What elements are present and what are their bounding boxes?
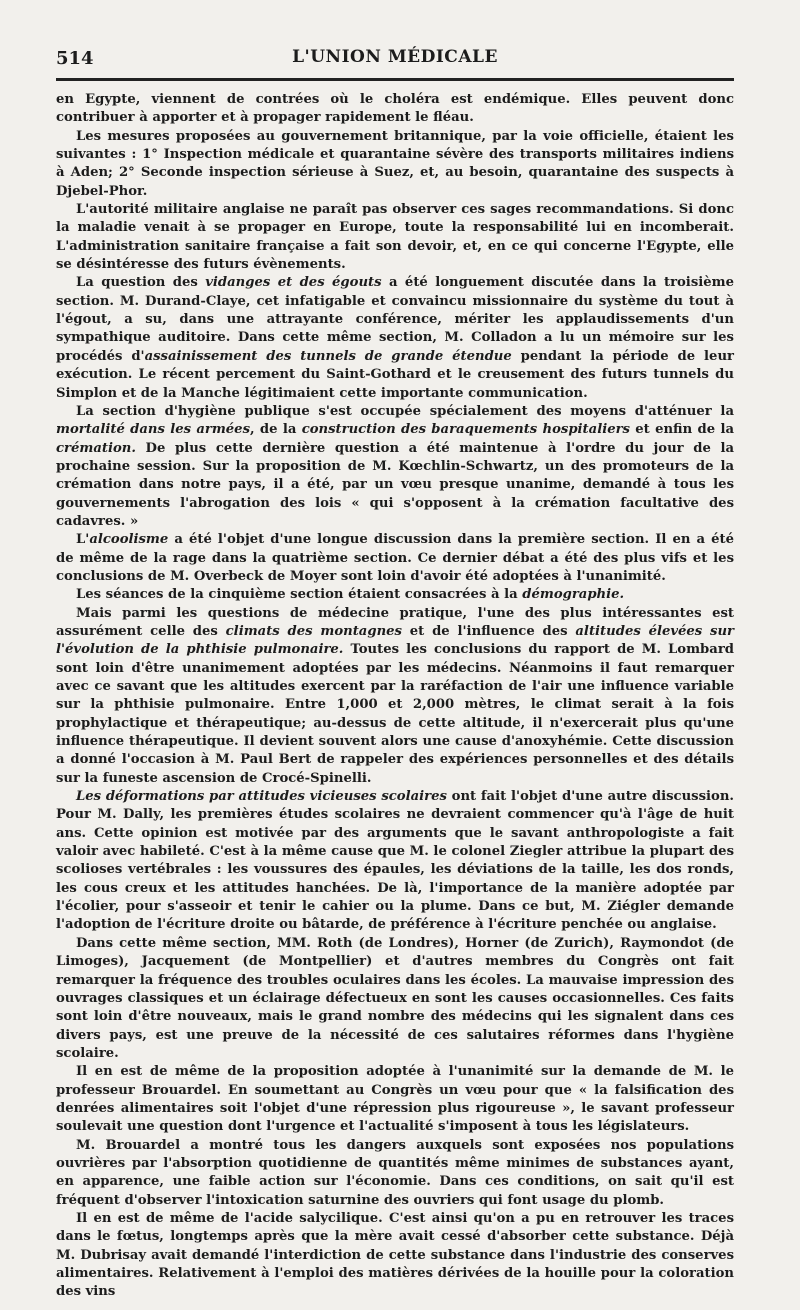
text-run: M. Brouardel a montré tous les dangers auxquels sont exposées nos populations ouvrières par l'absorption quotidienne de quantités même minimes de substances ayant, en apparence, une faible action sur l'économie. Dans ces conditions, on sait qu'il est fréquent d'observer l'intoxication saturnine des ouvriers qui font usage du plomb. [56,1137,734,1208]
italic-text: démographie. [522,587,625,603]
paragraph [56,1210,734,1302]
italic-text: mortalité dans les armées [56,422,251,438]
paragraph [56,605,734,788]
text-run: et enfin de la [629,422,735,438]
paragraph [56,586,734,604]
italic-text: alcoolisme [89,532,169,548]
paragraph [56,935,734,1063]
italic-text: altitudes élevées sur l'évolution de la phthisie pulmonaire. [56,623,735,658]
page-number: 514 [56,48,94,69]
text-run: en Egypte, viennent de contrées où le choléra est endémique. Elles peuvent donc contribuer à apporter et à propager rapidement le fléau. [56,92,734,126]
italic-text: construction des baraquements hospitaliers [301,422,630,438]
italic-text: vidanges et des égouts [205,275,382,291]
text-run: La section d'hygiène publique s'est occupée spécialement des moyens d'atténuer la [76,403,734,419]
paragraph [56,788,734,935]
paragraph [56,201,734,274]
paragraph [56,1137,734,1210]
text-run: L' [76,532,90,548]
text-run: Les séances de la cinquième section étaient consacrées à la [76,587,523,603]
paragraph [56,128,734,201]
text-run: La question des [76,275,206,291]
text-run: ont fait l'objet d'une autre discussion. Pour M. Dally, les premières études scolaires ne devraient commencer qu'à l'âge de huit ans. Cette opinion est motivée par des arguments que le savant anthropologiste a fait valoir avec habileté. C'est à la même cause que M. le colonel Ziegler attribue la plupart des scolioses vertébrales : les voussures des épaules, les déviations de la taille, les dos ronds, les cous creux et les attitudes hanchées. De là, l'importance de la manière adoptée par l'écolier, pour s'asseoir et tenir le cahier ou la plume. Dans ce but, M. Ziégler demande l'adoption de l'écriture droite ou bâtarde, de préférence à l'écriture penchée ou anglaise. [56,789,734,933]
text-run: Il en est de même de l'acide salycilique. C'est ainsi qu'on a pu en retrouver les traces dans le fœtus, longtemps après que la mère avait cessé d'absorber cette substance. Déjà M. Dubrisay avait demandé l'interdiction de cette substance dans l'industrie des conserves alimentaires. Relativement à l'emploi des matières dérivées de la houille pour la coloration des vins [56,1210,734,1300]
page-header [56,40,734,74]
text-run: a été l'objet d'une longue discussion dans la première section. Il en a été de même de la rage dans la quatrième section. Ce dernier débat a été des plus vifs et les conclusions de M. Overbeck de Moyer sont loin d'avoir été adoptées à l'unanimité. [56,532,734,584]
text-run: L'autorité militaire anglaise ne paraît pas observer ces sages recommandations. Si donc la maladie venait à se propager en Europe, toute la responsabilité lui en incomberait. L'administration sanitaire française a fait son devoir, et, en ce qui concerne l'Egypte, elle se désintéresse des futurs évènements. [56,202,734,273]
italic-text: Les déformations par attitudes vicieuses scolaires [76,789,447,805]
text-run: Les mesures proposées au gouvernement britannique, par la voie officielle, étaient les suivantes : 1° Inspection médicale et quarantaine sévère des transports militaires indiens à Aden; 2° Seconde inspection sérieuse à Suez, et, au besoin, quarantaine des suspects à Djebel-Phor. [56,128,734,199]
header-rule [56,78,734,81]
text-run: Il en est de même de la proposition adoptée à l'unanimité sur la demande de M. le professeur Brouardel. En soumettant au Congrès un vœu pour que « la falsification des denrées alimentaires soit l'objet d'une répression plus rigoureuse », le savant professeur soulevait une question dont l'urgence et l'actualité s'imposent à tous les législateurs. [56,1064,734,1135]
body-text [56,91,734,1302]
italic-text: climats des montagnes [225,623,402,639]
text-run: Mais parmi les questions de médecine pratique, l'une des plus intéressantes est assurément celle des [56,605,734,639]
text-run: a été longuement discutée dans la troisième section. M. Durand-Claye, cet infatigable et convaincu missionnaire du système du tout à l'égout, a su, dans une attrayante conférence, mériter les applaudissements d'un sympathique auditoire. Dans cette même section, M. Colladon a lu un mémoire sur les procédés d' [56,275,734,364]
paragraph [56,531,734,586]
running-title: L'UNION MÉDICALE [292,47,498,67]
text-run: Toutes les conclusions du rapport de M. Lombard sont loin d'être unanimement adoptées par les médecins. Néanmoins il faut remarquer avec ce savant que les altitudes exercent par la raréfaction de l'air une influence variable sur la phthisie pulmonaire. Entre 1,000 et 2,000 mètres, le climat serait à la fois prophylactique et thérapeutique; au-dessus de cette altitude, il n'exercerait plus qu'une influence thérapeutique. Il devient souvent alors une cause d'anoxyhémie. Cette discussion a donné l'occasion à M. Paul Bert de rappeler des expériences personnelles et des détails sur la funeste ascension de Crocé-Spinelli. [56,642,734,786]
text-run: pendant la période de leur exécution. Le récent percement du Saint-Gothard et le creusement des futurs tunnels du Simplon et de la Manche légitimaient cette importante communication. [56,348,734,401]
paragraph [56,403,734,531]
text-run: , de la [250,422,302,438]
italic-text: assainissement des tunnels de grande étendue [144,348,512,364]
italic-text: crémation. [56,440,136,456]
paragraph [56,91,734,128]
text-run: Dans cette même section, MM. Roth (de Londres), Horner (de Zurich), Raymondot (de Limoges), Jacquement (de Montpellier) et d'autres membres du Congrès ont fait remarquer la fréquence des troubles oculaires dans les écoles. La mauvaise impression des ouvrages classiques et un éclairage défectueux en sont les causes occasionnelles. Ces faits sont loin d'être nouveaux, mais le grand nombre des médecins qui les signalent dans ces divers pays, est une preuve de la nécessité de ces salutaires réformes dans l'hygiène scolaire. [56,935,734,1061]
text-run: et de l'influence des [401,623,576,639]
paragraph [56,274,734,402]
text-run: De plus cette dernière question a été maintenue à l'ordre du jour de la prochaine session. Sur la proposition de M. Kœchlin-Schwartz, un des promoteurs de la crémation dans notre pays, il a été, par un vœu presque unanime, demandé à tous les gouvernements l'abrogation des lois « qui s'opposent à la crémation facultative des cadavres. » [56,440,734,529]
paragraph [56,1063,734,1136]
